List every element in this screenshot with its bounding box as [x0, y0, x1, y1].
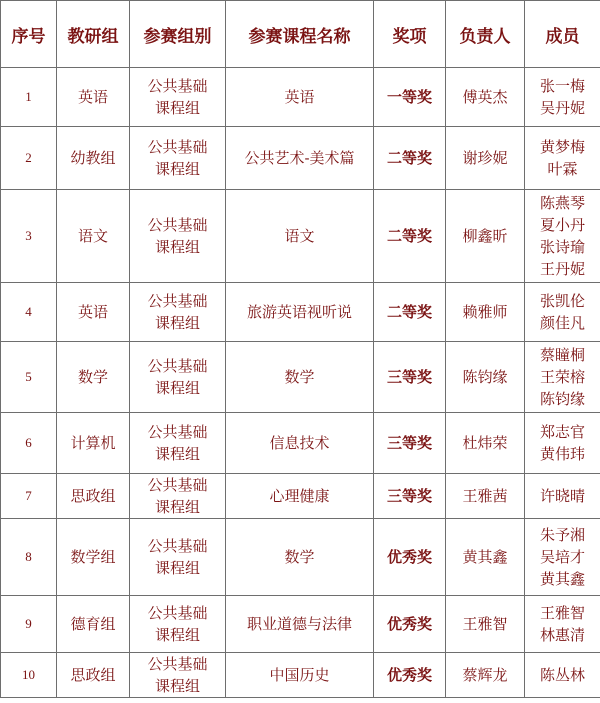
member-name: 许晓晴 [539, 487, 585, 505]
member-name: 吴丹妮 [539, 99, 585, 117]
member-name: 吴培才 [539, 548, 585, 566]
header-course: 参赛课程名称 [226, 1, 374, 68]
group-line: 公共基础 [147, 655, 208, 673]
leader-cell: 黄其鑫 [446, 519, 525, 596]
member-name: 黄伟玮 [539, 445, 585, 463]
table-row [1, 653, 600, 698]
group-line: 公共基础 [147, 216, 208, 234]
group-line: 课程组 [154, 99, 200, 117]
group-line: 课程组 [154, 314, 200, 332]
member-name: 张诗瑜 [539, 238, 585, 256]
award-cell: 优秀奖 [374, 519, 446, 596]
header-members: 成员 [525, 1, 600, 68]
table-row [1, 596, 600, 653]
member-name: 王荣榕 [539, 368, 585, 386]
group-line: 课程组 [154, 677, 200, 695]
table-row [1, 474, 600, 519]
header-award: 奖项 [374, 1, 446, 68]
members-cell [525, 653, 600, 698]
row-number: 5 [1, 342, 57, 413]
group-cell [130, 190, 226, 283]
row-number: 9 [1, 596, 57, 653]
member-name: 颜佳凡 [539, 314, 585, 332]
table-row [1, 190, 600, 283]
leader-cell: 王雅茜 [446, 474, 525, 519]
member-name: 夏小丹 [539, 216, 585, 234]
member-name: 林惠清 [539, 626, 585, 644]
award-cell: 优秀奖 [374, 653, 446, 698]
award-cell: 二等奖 [374, 190, 446, 283]
header-row [1, 1, 600, 68]
course-cell: 语文 [226, 190, 374, 283]
group-line: 公共基础 [147, 537, 208, 555]
award-cell: 二等奖 [374, 283, 446, 342]
member-name: 陈钧缘 [539, 390, 585, 408]
table-row [1, 127, 600, 190]
dept-cell: 英语 [57, 283, 130, 342]
header-leader: 负责人 [446, 1, 525, 68]
group-line: 公共基础 [147, 138, 208, 156]
course-cell: 旅游英语视听说 [226, 283, 374, 342]
course-cell: 数学 [226, 342, 374, 413]
leader-cell: 傅英杰 [446, 68, 525, 127]
header-group: 参赛组别 [130, 1, 226, 68]
award-cell: 二等奖 [374, 127, 446, 190]
member-name: 郑志官 [539, 423, 585, 441]
group-line: 课程组 [154, 626, 200, 644]
table-body [1, 68, 600, 698]
dept-cell: 数学组 [57, 519, 130, 596]
members-cell [525, 68, 600, 127]
table-row [1, 519, 600, 596]
member-name: 蔡瞳桐 [539, 346, 585, 364]
dept-cell: 语文 [57, 190, 130, 283]
table-row [1, 413, 600, 474]
group-cell [130, 653, 226, 698]
group-cell [130, 342, 226, 413]
group-line: 课程组 [154, 498, 200, 516]
group-cell [130, 68, 226, 127]
dept-cell: 幼教组 [57, 127, 130, 190]
course-cell: 数学 [226, 519, 374, 596]
members-cell [525, 413, 600, 474]
dept-cell: 思政组 [57, 474, 130, 519]
award-cell: 三等奖 [374, 342, 446, 413]
member-name: 陈丛林 [539, 666, 585, 684]
group-line: 课程组 [154, 559, 200, 577]
group-line: 公共基础 [147, 423, 208, 441]
table-row [1, 342, 600, 413]
group-line: 课程组 [154, 379, 200, 397]
member-name: 朱予湘 [539, 526, 585, 544]
member-name: 叶霖 [547, 160, 578, 178]
table-row [1, 283, 600, 342]
header-no: 序号 [1, 1, 57, 68]
table-row [1, 68, 600, 127]
member-name: 陈燕琴 [539, 194, 585, 212]
members-cell [525, 342, 600, 413]
leader-cell: 柳鑫昕 [446, 190, 525, 283]
group-line: 公共基础 [147, 476, 208, 494]
leader-cell: 赖雅师 [446, 283, 525, 342]
group-cell [130, 519, 226, 596]
member-name: 王丹妮 [539, 260, 585, 278]
dept-cell: 德育组 [57, 596, 130, 653]
member-name: 王雅智 [539, 604, 585, 622]
group-line: 公共基础 [147, 292, 208, 310]
members-cell [525, 190, 600, 283]
row-number: 6 [1, 413, 57, 474]
group-cell [130, 413, 226, 474]
member-name: 黄梦梅 [539, 138, 585, 156]
members-cell [525, 127, 600, 190]
row-number: 4 [1, 283, 57, 342]
leader-cell: 杜炜荣 [446, 413, 525, 474]
course-cell: 公共艺术-美术篇 [226, 127, 374, 190]
course-cell: 中国历史 [226, 653, 374, 698]
group-cell [130, 474, 226, 519]
dept-cell: 英语 [57, 68, 130, 127]
member-name: 张一梅 [539, 77, 585, 95]
row-number: 1 [1, 68, 57, 127]
course-cell: 职业道德与法律 [226, 596, 374, 653]
group-cell [130, 596, 226, 653]
leader-cell: 王雅智 [446, 596, 525, 653]
dept-cell: 计算机 [57, 413, 130, 474]
leader-cell: 蔡辉龙 [446, 653, 525, 698]
award-cell: 一等奖 [374, 68, 446, 127]
member-name: 张凯伦 [539, 292, 585, 310]
group-line: 课程组 [154, 445, 200, 463]
header-dept: 教研组 [57, 1, 130, 68]
dept-cell: 思政组 [57, 653, 130, 698]
group-cell [130, 127, 226, 190]
leader-cell: 陈钧缘 [446, 342, 525, 413]
row-number: 10 [1, 653, 57, 698]
award-cell: 三等奖 [374, 413, 446, 474]
group-line: 课程组 [154, 160, 200, 178]
group-line: 公共基础 [147, 604, 208, 622]
award-cell: 优秀奖 [374, 596, 446, 653]
members-cell [525, 474, 600, 519]
course-cell: 信息技术 [226, 413, 374, 474]
row-number: 8 [1, 519, 57, 596]
group-line: 课程组 [154, 238, 200, 256]
leader-cell: 谢珍妮 [446, 127, 525, 190]
row-number: 2 [1, 127, 57, 190]
group-cell [130, 283, 226, 342]
dept-cell: 数学 [57, 342, 130, 413]
members-cell [525, 519, 600, 596]
group-line: 公共基础 [147, 357, 208, 375]
row-number: 7 [1, 474, 57, 519]
award-cell: 三等奖 [374, 474, 446, 519]
members-cell [525, 283, 600, 342]
row-number: 3 [1, 190, 57, 283]
group-line: 公共基础 [147, 77, 208, 95]
course-cell: 心理健康 [226, 474, 374, 519]
member-name: 黄其鑫 [539, 570, 585, 588]
members-cell [525, 596, 600, 653]
course-cell: 英语 [226, 68, 374, 127]
